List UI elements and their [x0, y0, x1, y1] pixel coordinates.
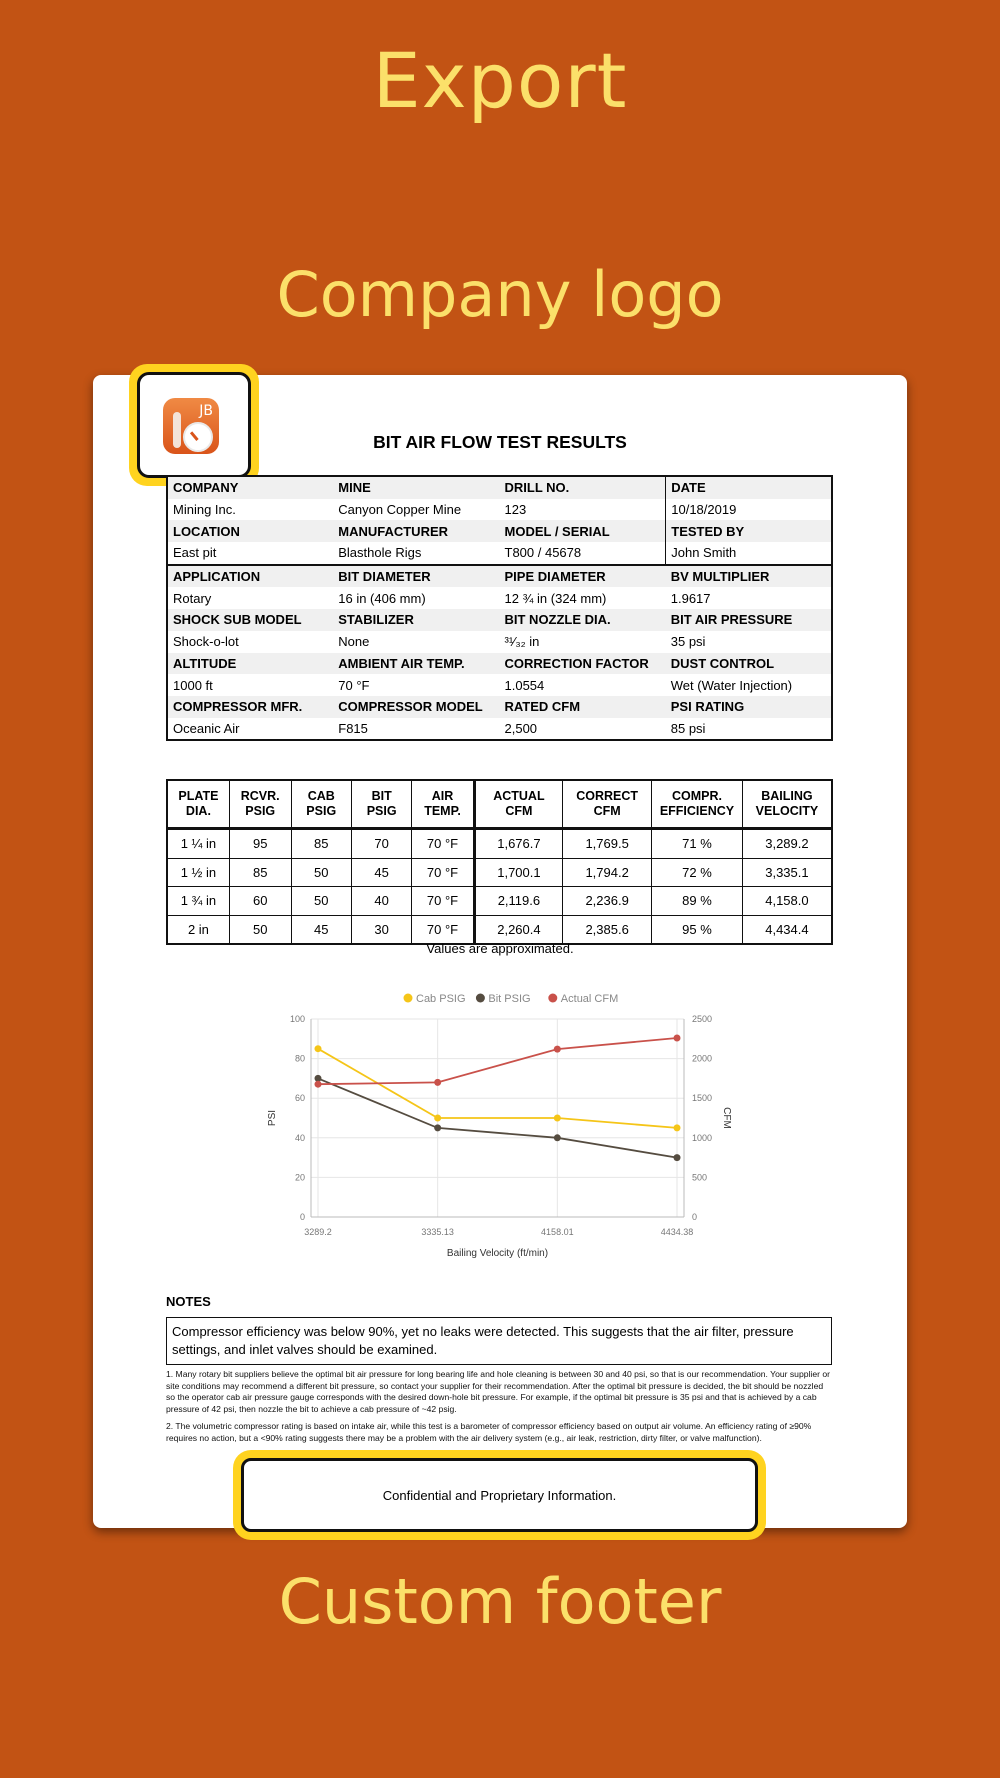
info-value-row	[167, 674, 832, 696]
series-line	[318, 1038, 677, 1084]
x-tick-label: 3289.2	[304, 1227, 332, 1237]
legend-swatch	[548, 994, 557, 1003]
legend-swatch	[476, 994, 485, 1003]
table-cell: 45	[291, 915, 351, 944]
column-header: ACTUAL CFM	[474, 780, 562, 829]
logo-highlight	[129, 364, 259, 486]
table-cell: 70 °F	[412, 858, 474, 887]
y-tick-label: 80	[294, 1053, 305, 1064]
y2-tick-label: 0	[692, 1212, 698, 1222]
info-label: ALTITUDE	[167, 653, 333, 675]
info-value: 1000 ft	[173, 677, 213, 693]
info-value-row	[167, 631, 832, 653]
info-label: COMPANY	[167, 476, 333, 499]
test-results-table	[166, 779, 833, 945]
data-point	[315, 1045, 322, 1052]
column-header: RCVR. PSIG	[229, 780, 291, 829]
info-value: 10/18/2019	[666, 499, 832, 521]
results-chart	[258, 985, 738, 1275]
info-label: MODEL / SERIAL	[500, 520, 666, 542]
info-value: 70 °F	[338, 677, 370, 693]
info-label: LOCATION	[167, 520, 333, 542]
table-cell: 70	[351, 829, 411, 859]
logo-text: JB	[199, 403, 213, 419]
column-header: AIR TEMP.	[412, 780, 474, 829]
info-value: Wet (Water Injection)	[670, 677, 793, 693]
data-point	[674, 1124, 681, 1131]
info-label: BIT DIAMETER	[333, 565, 499, 588]
table-cell: 70 °F	[412, 829, 474, 859]
table-cell: 71 %	[652, 829, 743, 859]
info-label: BIT AIR PRESSURE	[666, 609, 832, 631]
table-cell: 2,385.6	[563, 915, 652, 944]
table-cell: 3,335.1	[742, 858, 832, 887]
table-cell: 40	[351, 887, 411, 916]
x-axis-label: Bailing Velocity (ft/min)	[446, 1248, 549, 1259]
table-cell: 4,434.4	[742, 915, 832, 944]
info-label: PSI RATING	[666, 696, 832, 718]
info-label: TESTED BY	[666, 520, 832, 542]
info-value: None	[338, 634, 370, 650]
info-value-row	[167, 587, 832, 609]
info-value: T800 / 45678	[504, 545, 582, 561]
column-header: BIT PSIG	[351, 780, 411, 829]
series-line	[318, 1049, 677, 1128]
y-tick-label: 20	[294, 1172, 305, 1183]
footer-highlight	[233, 1450, 766, 1540]
info-header-row	[167, 476, 832, 499]
table-cell: 2,236.9	[563, 887, 652, 916]
info-value: Blasthole Rigs	[338, 545, 422, 561]
info-value: 35 psi	[670, 634, 706, 650]
info-value: Rotary	[173, 590, 212, 606]
y2-axis-label: CFM	[721, 1107, 732, 1129]
info-value: 12 ¾ in (324 mm)	[504, 590, 607, 606]
report-footer: Confidential and Proprietary Information.	[241, 1458, 758, 1532]
report-title: BIT AIR FLOW TEST RESULTS	[373, 432, 627, 452]
table-cell: 70 °F	[412, 915, 474, 944]
info-value: John Smith	[666, 542, 832, 565]
table-cell: 89 %	[652, 887, 743, 916]
info-value: 1.0554	[504, 677, 545, 693]
test-info-table	[166, 475, 833, 741]
info-value: Canyon Copper Mine	[338, 502, 462, 518]
info-label: COMPRESSOR MFR.	[167, 696, 333, 718]
table-cell: 50	[291, 858, 351, 887]
table-cell: 45	[351, 858, 411, 887]
y2-tick-label: 1500	[692, 1093, 713, 1104]
y-tick-label: 40	[294, 1132, 305, 1143]
table-row	[167, 858, 832, 887]
info-label: APPLICATION	[167, 565, 333, 588]
footer-callout: Custom footer	[278, 1565, 722, 1638]
y2-tick-label: 1000	[692, 1132, 713, 1143]
info-label: MANUFACTURER	[333, 520, 499, 542]
info-value: 85 psi	[670, 720, 706, 736]
table-cell: 1 ¼ in	[167, 829, 229, 859]
table-cell: 85	[291, 829, 351, 859]
x-tick-label: 4158.01	[541, 1227, 574, 1237]
table-row	[167, 915, 832, 944]
table-cell: 95	[229, 829, 291, 859]
table-cell: 95 %	[652, 915, 743, 944]
table-cell: 1,769.5	[563, 829, 652, 859]
y2-tick-label: 500	[692, 1172, 708, 1183]
fine-print-2: 2. The volumetric compressor rating is based on intake air, while this test is a barometer of compressor efficiency based on output air volume. An efficiency rating of ≥90% requires no action, but a <90% rating suggests there may be a problem with the air delivery system (e.g., air leak, restriction, dirty filter, or valve malfunction).	[166, 1421, 812, 1443]
info-label: DUST CONTROL	[666, 653, 832, 675]
data-point	[554, 1134, 561, 1141]
info-label: RATED CFM	[500, 696, 666, 718]
table-cell: 3,289.2	[742, 829, 832, 859]
info-value: East pit	[173, 545, 217, 561]
table-cell: 1,700.1	[474, 858, 562, 887]
table-row	[167, 829, 832, 859]
fine-print-1: 1. Many rotary bit suppliers believe the optimal bit air pressure for long bearing life and hole cleaning is between 30 and 40 psi, so that is our recommendation. Your supplier or site conditions may recommend a different bit pressure, so contact your supplier for their recommendation. After the optimal bit pressure is decided, the bit should be nozzled so the operator cab air pressure gauge corresponds with the desired down-hole bit pressure. For example, if the optimal bit pressure is 35 psi and that is achieved by a cab pressure of 42 psi, then nozzle the bit to achieve a cab pressure of ~42 psig.	[166, 1369, 831, 1414]
table-cell: 1,794.2	[563, 858, 652, 887]
info-label: STABILIZER	[333, 609, 499, 631]
info-label: SHOCK SUB MODEL	[167, 609, 333, 631]
table-cell: 2,260.4	[474, 915, 562, 944]
info-value: Shock-o-lot	[173, 634, 239, 650]
table-cell: 1,676.7	[474, 829, 562, 859]
table-cell: 50	[291, 887, 351, 916]
table-cell: 60	[229, 887, 291, 916]
info-value-row	[167, 542, 832, 565]
column-header: BAILING VELOCITY	[742, 780, 832, 829]
info-value: 2,500	[504, 720, 538, 736]
column-header: CORRECT CFM	[563, 780, 652, 829]
table-cell: 4,158.0	[742, 887, 832, 916]
data-point	[554, 1115, 561, 1122]
logo-frame	[137, 372, 251, 478]
info-label: PIPE DIAMETER	[500, 565, 666, 588]
data-point	[315, 1081, 322, 1088]
table-cell: 85	[229, 858, 291, 887]
legend-swatch	[404, 994, 413, 1003]
table-row	[167, 887, 832, 916]
info-value: 1.9617	[670, 590, 711, 606]
notes-box: Compressor efficiency was below 90%, yet no leaks were detected. This suggests that the air filter, pressure settings, and inlet valves should be examined.	[166, 1317, 832, 1365]
table-cell: 70 °F	[412, 887, 474, 916]
info-value-row	[167, 499, 832, 521]
data-point	[434, 1079, 441, 1086]
table-cell: 1 ¾ in	[167, 887, 229, 916]
info-header-row	[167, 609, 832, 631]
info-header-row	[167, 696, 832, 718]
y-tick-label: 60	[294, 1093, 305, 1104]
info-label: MINE	[333, 476, 499, 499]
y-tick-label: 100	[289, 1014, 305, 1024]
info-label: DRILL NO.	[500, 476, 666, 499]
info-header-row	[167, 520, 832, 542]
y-tick-label: 0	[299, 1212, 305, 1222]
table-cell: 1 ½ in	[167, 858, 229, 887]
x-tick-label: 4434.38	[660, 1227, 694, 1237]
y2-tick-label: 2000	[692, 1053, 713, 1064]
y-axis-label: PSI	[267, 1109, 278, 1127]
info-value: Mining Inc.	[173, 502, 236, 518]
info-value-row	[167, 718, 832, 741]
data-point	[674, 1154, 681, 1161]
table-cell: 50	[229, 915, 291, 944]
table-cell: 72 %	[652, 858, 743, 887]
data-point	[674, 1034, 681, 1041]
approximation-note: Values are approximated.	[426, 941, 574, 956]
info-header-row	[167, 565, 832, 588]
data-point	[434, 1115, 441, 1122]
info-value: F815	[338, 720, 368, 736]
promo-headline: Export	[372, 36, 628, 125]
data-point	[554, 1046, 561, 1053]
info-value: 16 in (406 mm)	[338, 590, 426, 606]
notes-label: NOTES	[166, 1294, 211, 1309]
info-value: Oceanic Air	[173, 720, 240, 736]
legend-entry: Actual CFM	[560, 993, 619, 1005]
column-header: CAB PSIG	[291, 780, 351, 829]
info-header-row	[167, 653, 832, 675]
table-cell: 2,119.6	[474, 887, 562, 916]
table-cell: 2 in	[167, 915, 229, 944]
x-tick-label: 3335.13	[421, 1227, 454, 1237]
legend-entry: Cab PSIG	[416, 993, 466, 1005]
legend-entry: Bit PSIG	[488, 993, 531, 1005]
info-label: AMBIENT AIR TEMP.	[333, 653, 499, 675]
info-label: COMPRESSOR MODEL	[333, 696, 499, 718]
data-point	[434, 1124, 441, 1131]
info-label: BIT NOZZLE DIA.	[500, 609, 666, 631]
table-cell: 30	[351, 915, 411, 944]
logo-callout: Company logo	[276, 258, 724, 331]
info-value: 123	[504, 502, 527, 518]
info-label: CORRECTION FACTOR	[500, 653, 666, 675]
info-label: DATE	[666, 476, 832, 499]
info-label: BV MULTIPLIER	[666, 565, 832, 588]
column-header: PLATE DIA.	[167, 780, 229, 829]
info-value: ³¹⁄₃₂ in	[504, 634, 540, 650]
y2-tick-label: 2500	[692, 1014, 713, 1024]
column-header: COMPR. EFFICIENCY	[652, 780, 743, 829]
